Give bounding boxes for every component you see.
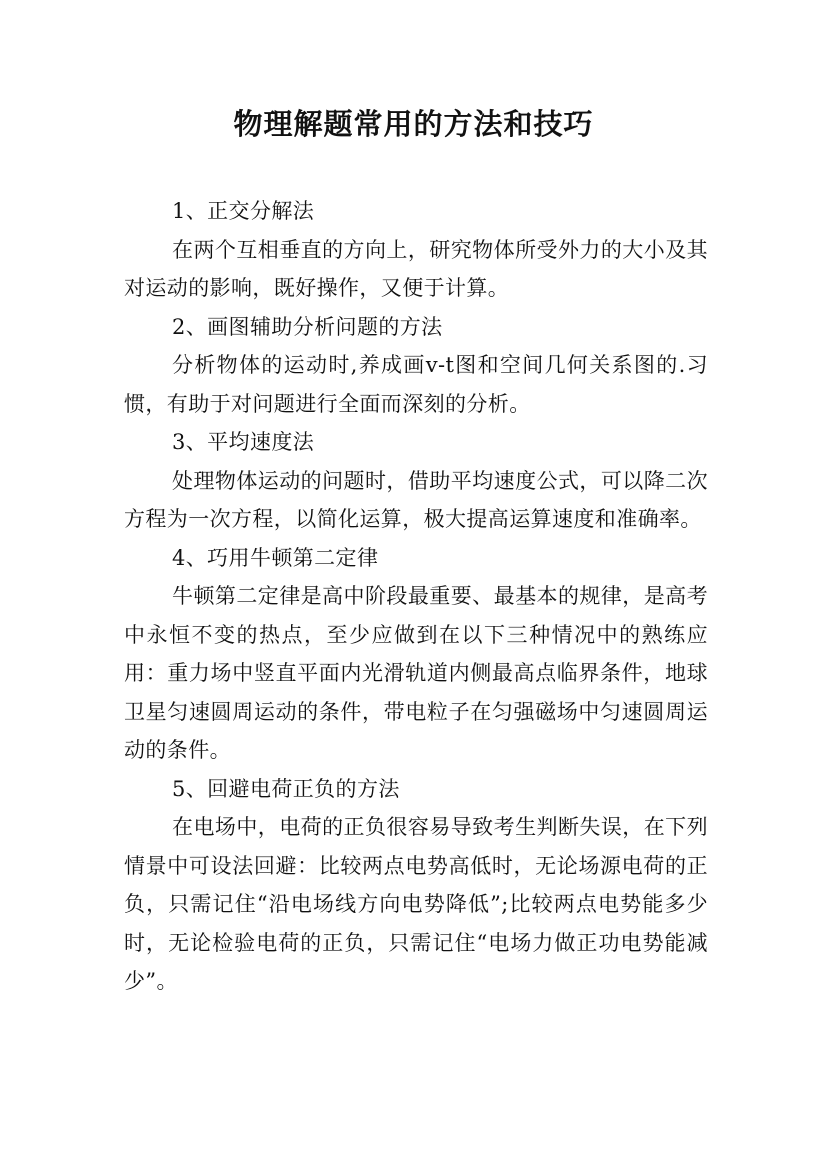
- section-text-2: 分析物体的运动时,养成画v-t图和空间几何关系图的.习惯，有助于对问题进行全面而深刻的分析。: [124, 353, 708, 416]
- section-heading-4: 4、巧用牛顿第二定律: [172, 545, 379, 570]
- section-heading-3: 3、平均速度法: [172, 430, 315, 454]
- section-text-3: 处理物体运动的问题时，借助平均速度公式，可以降二次方程为一次方程，以简化运算，极大提高运算速度和准确率。: [124, 468, 708, 531]
- document-body: [124, 192, 708, 1001]
- section-heading-2: 2、画图辅助分析问题的方法: [172, 314, 443, 339]
- section-text-5: 在电场中，电荷的正负很容易导致考生判断失误，在下列情景中可设法回避：比较两点电势高低时，无论场源电荷的正负，只需记住“沿电场线方向电势降低”;比较两点电势能多少时，无论检验电荷的正负，只需记住“电场力做正功电势能减少”。: [124, 815, 708, 993]
- section-text-1: 在两个互相垂直的方向上，研究物体所受外力的大小及其对运动的影响，既好操作，又便于计算。: [124, 237, 708, 300]
- document-title: 物理解题常用的方法和技巧: [233, 107, 594, 141]
- section-text-4: 牛顿第二定律是高中阶段最重要、最基本的规律，是高考中永恒不变的热点，至少应做到在以下三种情况中的熟练应用：重力场中竖直平面内光滑轨道内侧最高点临界条件，地球卫星匀速圆周运动的条件，带电粒子在匀强磁场中匀速圆周运动的条件。: [124, 584, 708, 762]
- section-heading-5: 5、回避电荷正负的方法: [172, 776, 400, 801]
- section-heading-1: 1、正交分解法: [172, 199, 315, 223]
